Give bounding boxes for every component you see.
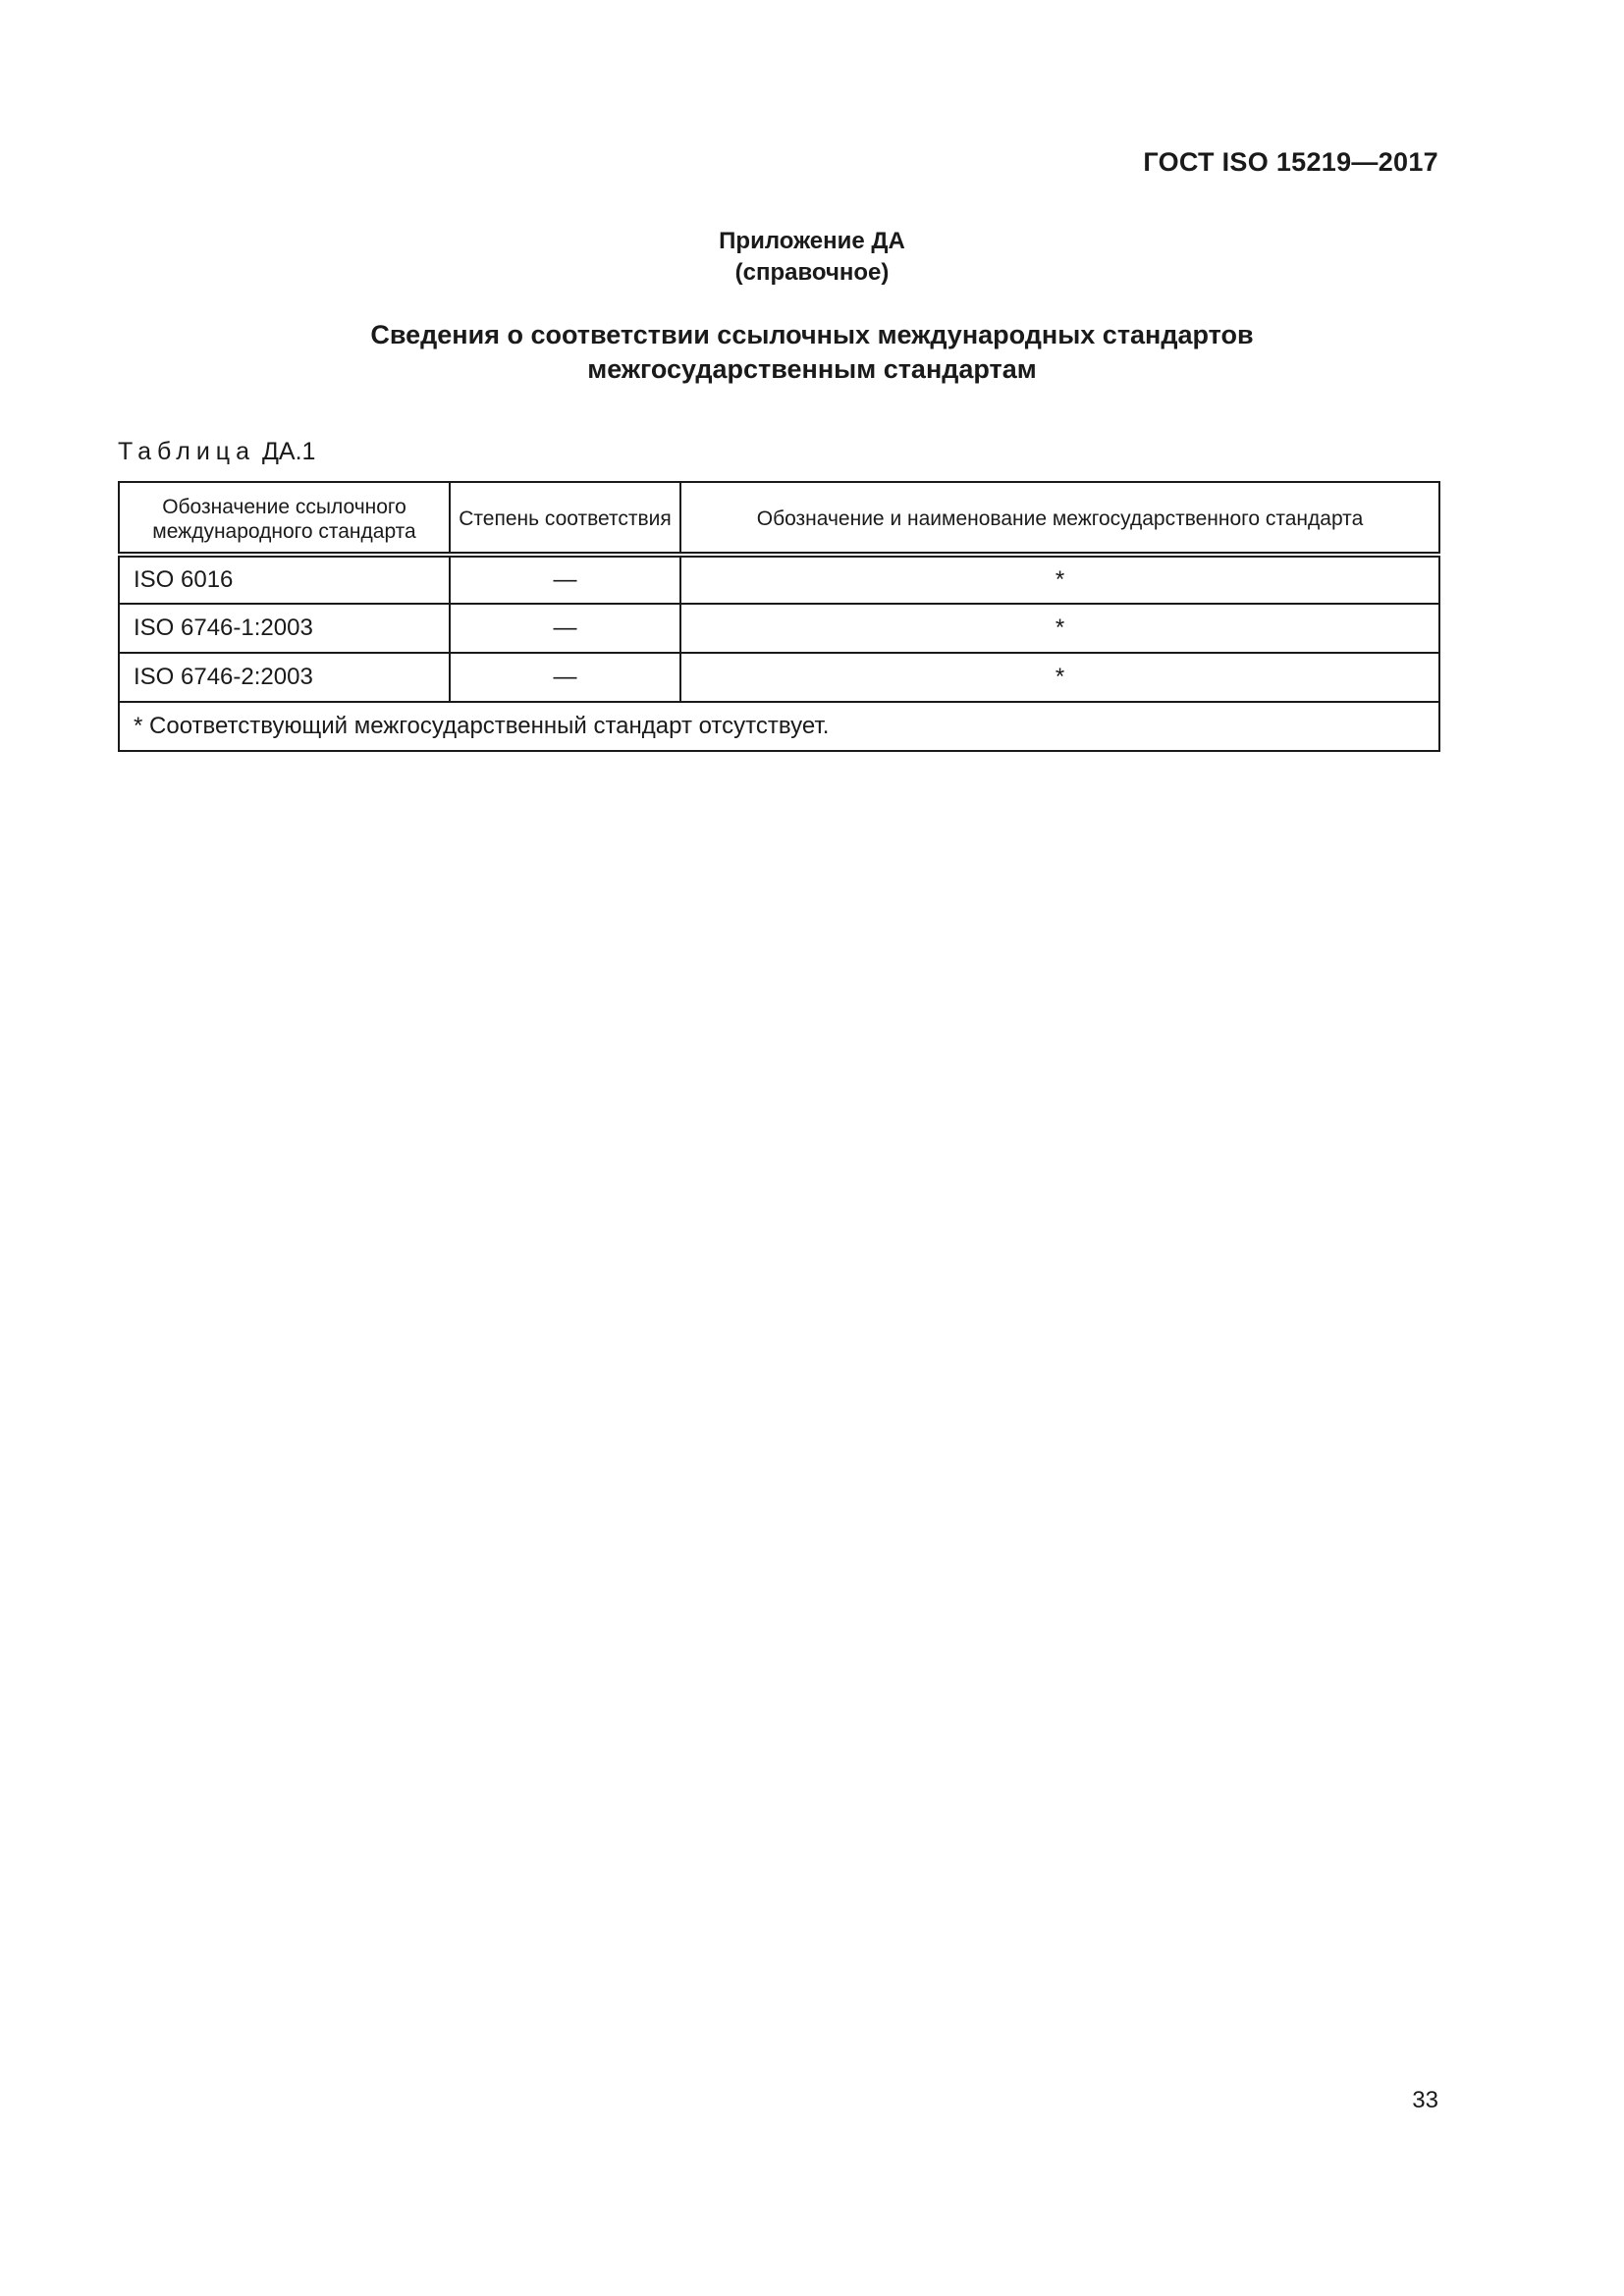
page-number: 33 (1412, 2087, 1438, 2113)
column-header-standard: Обозначение ссылочного международного стандарта (119, 482, 450, 555)
table-caption (118, 438, 315, 466)
cell-interstate: * (680, 653, 1439, 702)
cell-standard: ISO 6746-1:2003 (119, 604, 450, 653)
table-row (119, 555, 1439, 604)
cell-interstate: * (680, 555, 1439, 604)
cell-standard: ISO 6746-2:2003 (119, 653, 450, 702)
column-header-degree: Степень соответствия (450, 482, 680, 555)
annex-title-line-1: Сведения о соответствии ссылочных международных стандартов (370, 320, 1254, 349)
table-row (119, 653, 1439, 702)
column-header-interstate: Обозначение и наименование межгосударственного стандарта (680, 482, 1439, 555)
annex-title (0, 318, 1624, 387)
cell-degree: — (450, 604, 680, 653)
annex-kind: (справочное) (734, 259, 890, 286)
table-row (119, 604, 1439, 653)
cell-interstate: * (680, 604, 1439, 653)
table-header-row (119, 482, 1439, 555)
table-caption-number: ДА.1 (261, 438, 316, 465)
cell-standard: ISO 6016 (119, 555, 450, 604)
cell-degree: — (450, 555, 680, 604)
document-header-code: ГОСТ ISO 15219—2017 (1143, 147, 1438, 177)
table-caption-word: Таблица (118, 438, 256, 465)
cell-degree: — (450, 653, 680, 702)
table-footnote: * Соответствующий межгосударственный стандарт отсутствует. (119, 702, 1439, 751)
table-footnote-row (119, 702, 1439, 751)
annex-heading (0, 226, 1624, 289)
reference-standards-table (118, 481, 1440, 752)
annex-label: Приложение ДА (719, 228, 905, 254)
annex-title-line-2: межгосударственным стандартам (587, 354, 1037, 384)
